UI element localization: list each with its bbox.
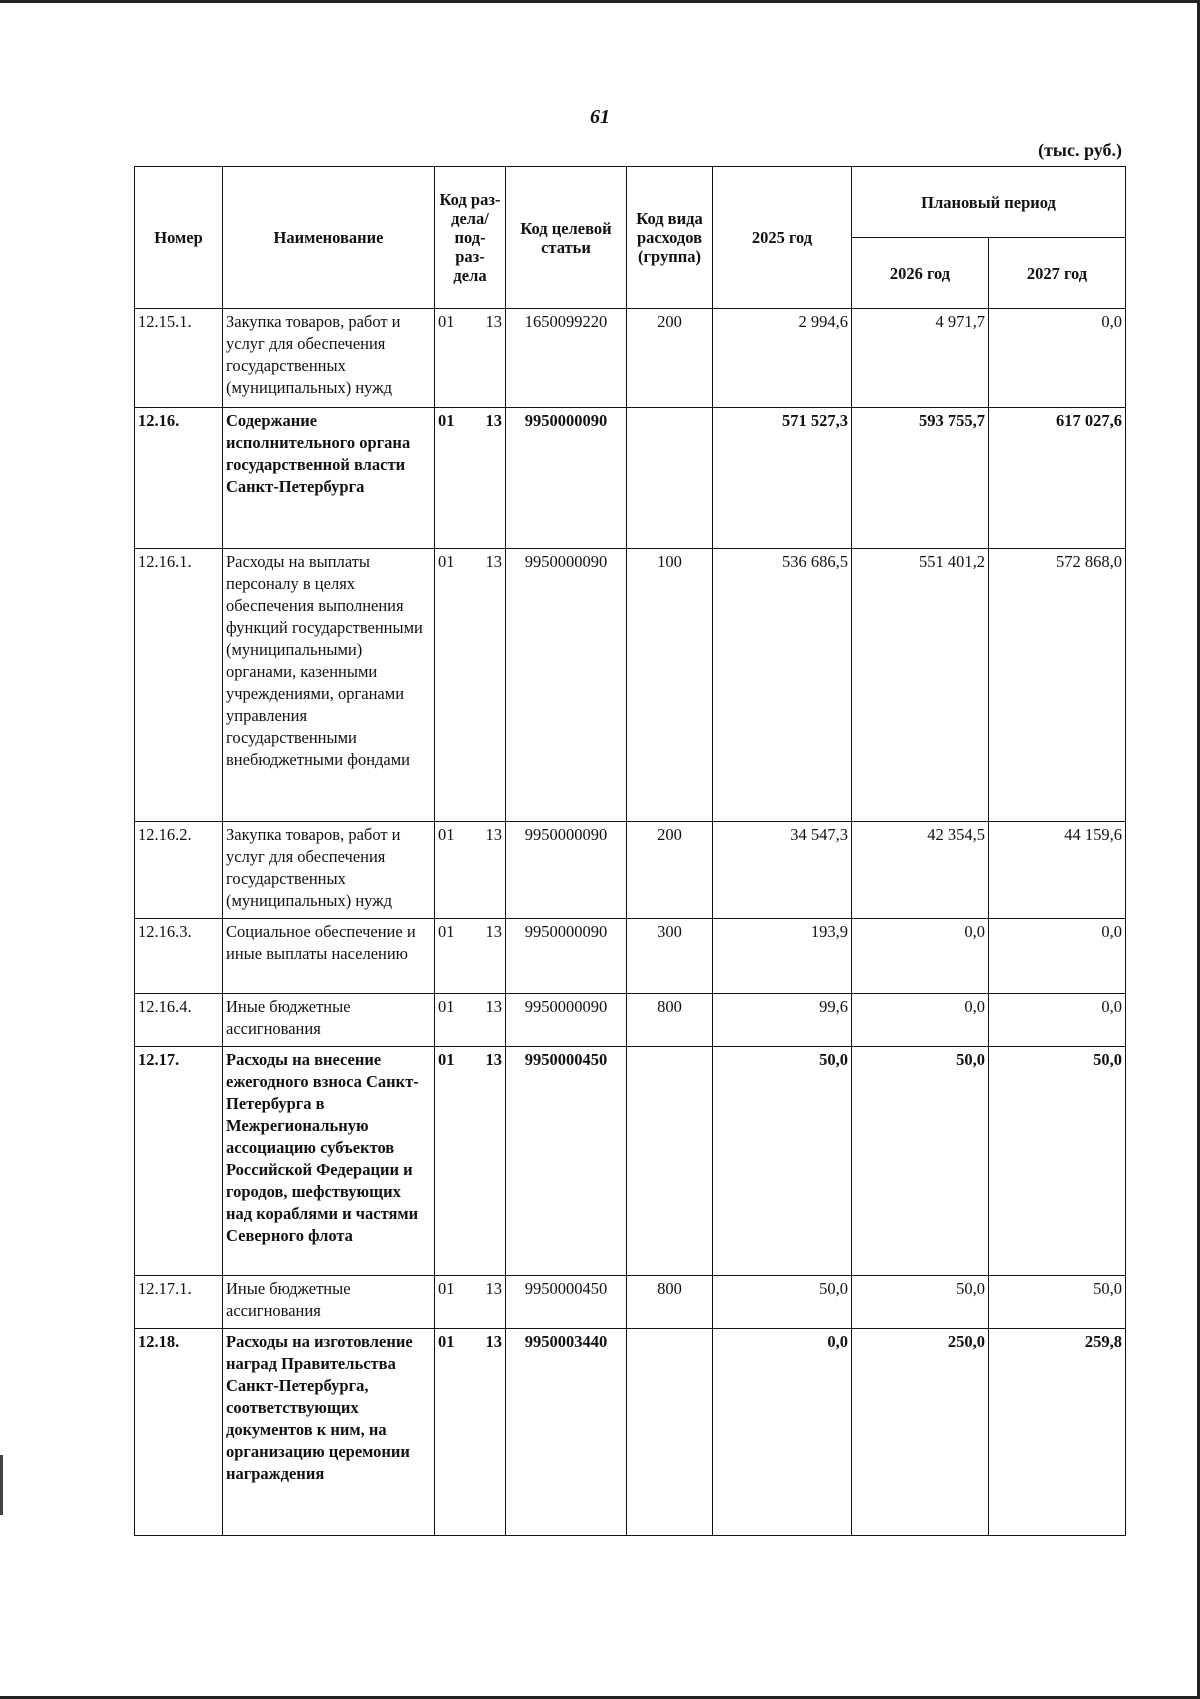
row-value-2025: 50,0 <box>713 1276 852 1329</box>
row-value-2026: 593 755,7 <box>852 408 989 549</box>
table-row <box>135 994 1126 1047</box>
row-name: Расходы на изготовление наград Правительства Санкт-Петербурга, соответствующих документов к ним, на организацию церемонии награждения <box>223 1329 435 1536</box>
section-code: 01 <box>438 552 455 571</box>
row-value-2027: 50,0 <box>989 1047 1126 1276</box>
row-number: 12.16.3. <box>135 919 223 994</box>
row-value-2027: 0,0 <box>989 919 1126 994</box>
header-2026: 2026 год <box>852 238 989 309</box>
row-number: 12.16. <box>135 408 223 549</box>
table-row <box>135 309 1126 408</box>
row-section-code <box>435 1276 506 1329</box>
section-code: 01 <box>438 312 455 331</box>
row-section-code <box>435 1329 506 1536</box>
section-code: 01 <box>438 997 455 1016</box>
row-value-2027: 0,0 <box>989 994 1126 1047</box>
row-target-code: 9950000090 <box>506 994 627 1047</box>
section-code: 01 <box>438 1279 455 1298</box>
table-row <box>135 822 1126 919</box>
row-value-2026: 50,0 <box>852 1276 989 1329</box>
row-value-2027: 617 027,6 <box>989 408 1126 549</box>
row-number: 12.16.4. <box>135 994 223 1047</box>
row-value-2025: 99,6 <box>713 994 852 1047</box>
section-code: 01 <box>438 922 455 941</box>
row-value-2025: 34 547,3 <box>713 822 852 919</box>
row-name: Иные бюджетные ассигнования <box>223 1276 435 1329</box>
row-expense-code <box>627 1329 713 1536</box>
row-value-2025: 50,0 <box>713 1047 852 1276</box>
section-code: 01 <box>438 1332 455 1351</box>
row-name: Расходы на внесение ежегодного взноса Санкт-Петербурга в Межрегиональную ассоциацию субъектов Российской Федерации и городов, шефствующих над кораблями и частями Северного флота <box>223 1047 435 1276</box>
row-value-2026: 0,0 <box>852 994 989 1047</box>
section-code: 01 <box>438 411 455 430</box>
units-label: (тыс. руб.) <box>1038 140 1122 160</box>
row-expense-code <box>627 1047 713 1276</box>
row-target-code: 9950000090 <box>506 919 627 994</box>
table-row <box>135 1276 1126 1329</box>
row-section-code <box>435 1047 506 1276</box>
row-section-code <box>435 919 506 994</box>
row-section-code <box>435 994 506 1047</box>
budget-table <box>134 166 1126 1536</box>
subsection-code: 13 <box>485 411 502 430</box>
row-number: 12.18. <box>135 1329 223 1536</box>
header-planned-period: Плановый период <box>852 167 1126 238</box>
row-name: Содержание исполнительного органа государственной власти Санкт-Петербурга <box>223 408 435 549</box>
page-border-top <box>0 0 1200 3</box>
row-name: Закупка товаров, работ и услуг для обеспечения государственных (муниципальных) нужд <box>223 309 435 408</box>
header-2025: 2025 год <box>713 167 852 309</box>
row-number: 12.15.1. <box>135 309 223 408</box>
header-section-code: Код раз- дела/ под- раз- дела <box>435 167 506 309</box>
row-expense-code: 800 <box>627 1276 713 1329</box>
row-expense-code: 300 <box>627 919 713 994</box>
subsection-code: 13 <box>485 1279 502 1298</box>
row-value-2026: 0,0 <box>852 919 989 994</box>
row-section-code <box>435 822 506 919</box>
section-code: 01 <box>438 825 455 844</box>
row-target-code: 9950003440 <box>506 1329 627 1536</box>
row-expense-code: 200 <box>627 822 713 919</box>
row-target-code: 9950000090 <box>506 549 627 822</box>
row-number: 12.17. <box>135 1047 223 1276</box>
row-number: 12.17.1. <box>135 1276 223 1329</box>
row-value-2027: 259,8 <box>989 1329 1126 1536</box>
row-section-code <box>435 309 506 408</box>
row-section-code <box>435 408 506 549</box>
header-number: Номер <box>135 167 223 309</box>
row-number: 12.16.1. <box>135 549 223 822</box>
row-value-2027: 50,0 <box>989 1276 1126 1329</box>
row-value-2026: 50,0 <box>852 1047 989 1276</box>
table-row <box>135 1047 1126 1276</box>
row-expense-code: 200 <box>627 309 713 408</box>
row-target-code: 9950000450 <box>506 1276 627 1329</box>
page-number: 61 <box>590 106 610 128</box>
row-expense-code <box>627 408 713 549</box>
row-value-2025: 0,0 <box>713 1329 852 1536</box>
page-border-left-fragment <box>0 1455 3 1515</box>
table-row <box>135 919 1126 994</box>
row-value-2025: 536 686,5 <box>713 549 852 822</box>
row-value-2027: 572 868,0 <box>989 549 1126 822</box>
row-expense-code: 100 <box>627 549 713 822</box>
row-name: Расходы на выплаты персоналу в целях обеспечения выполнения функций государственными (муниципальными) органами, казенными учреждениями, органами управления государственными внебюджетными фондами <box>223 549 435 822</box>
row-name: Социальное обеспечение и иные выплаты населению <box>223 919 435 994</box>
row-target-code: 9950000090 <box>506 822 627 919</box>
subsection-code: 13 <box>485 922 502 941</box>
row-value-2026: 250,0 <box>852 1329 989 1536</box>
header-expense-code: Код вида расходов (группа) <box>627 167 713 309</box>
row-name: Иные бюджетные ассигнования <box>223 994 435 1047</box>
row-section-code <box>435 549 506 822</box>
row-value-2025: 193,9 <box>713 919 852 994</box>
row-value-2025: 571 527,3 <box>713 408 852 549</box>
table-row <box>135 1329 1126 1536</box>
subsection-code: 13 <box>485 1332 502 1351</box>
row-target-code: 9950000450 <box>506 1047 627 1276</box>
subsection-code: 13 <box>485 1050 502 1069</box>
section-code: 01 <box>438 1050 455 1069</box>
header-row-1 <box>135 167 1126 238</box>
table-row <box>135 408 1126 549</box>
row-value-2025: 2 994,6 <box>713 309 852 408</box>
subsection-code: 13 <box>485 825 502 844</box>
row-value-2026: 4 971,7 <box>852 309 989 408</box>
header-name: Наименование <box>223 167 435 309</box>
row-expense-code: 800 <box>627 994 713 1047</box>
row-name: Закупка товаров, работ и услуг для обеспечения государственных (муниципальных) нужд <box>223 822 435 919</box>
row-value-2027: 44 159,6 <box>989 822 1126 919</box>
row-number: 12.16.2. <box>135 822 223 919</box>
row-value-2026: 551 401,2 <box>852 549 989 822</box>
table-row <box>135 549 1126 822</box>
subsection-code: 13 <box>485 312 502 331</box>
subsection-code: 13 <box>485 997 502 1016</box>
row-target-code: 9950000090 <box>506 408 627 549</box>
subsection-code: 13 <box>485 552 502 571</box>
row-target-code: 1650099220 <box>506 309 627 408</box>
row-value-2027: 0,0 <box>989 309 1126 408</box>
header-2027: 2027 год <box>989 238 1126 309</box>
row-value-2026: 42 354,5 <box>852 822 989 919</box>
header-target-code: Код целевой статьи <box>506 167 627 309</box>
